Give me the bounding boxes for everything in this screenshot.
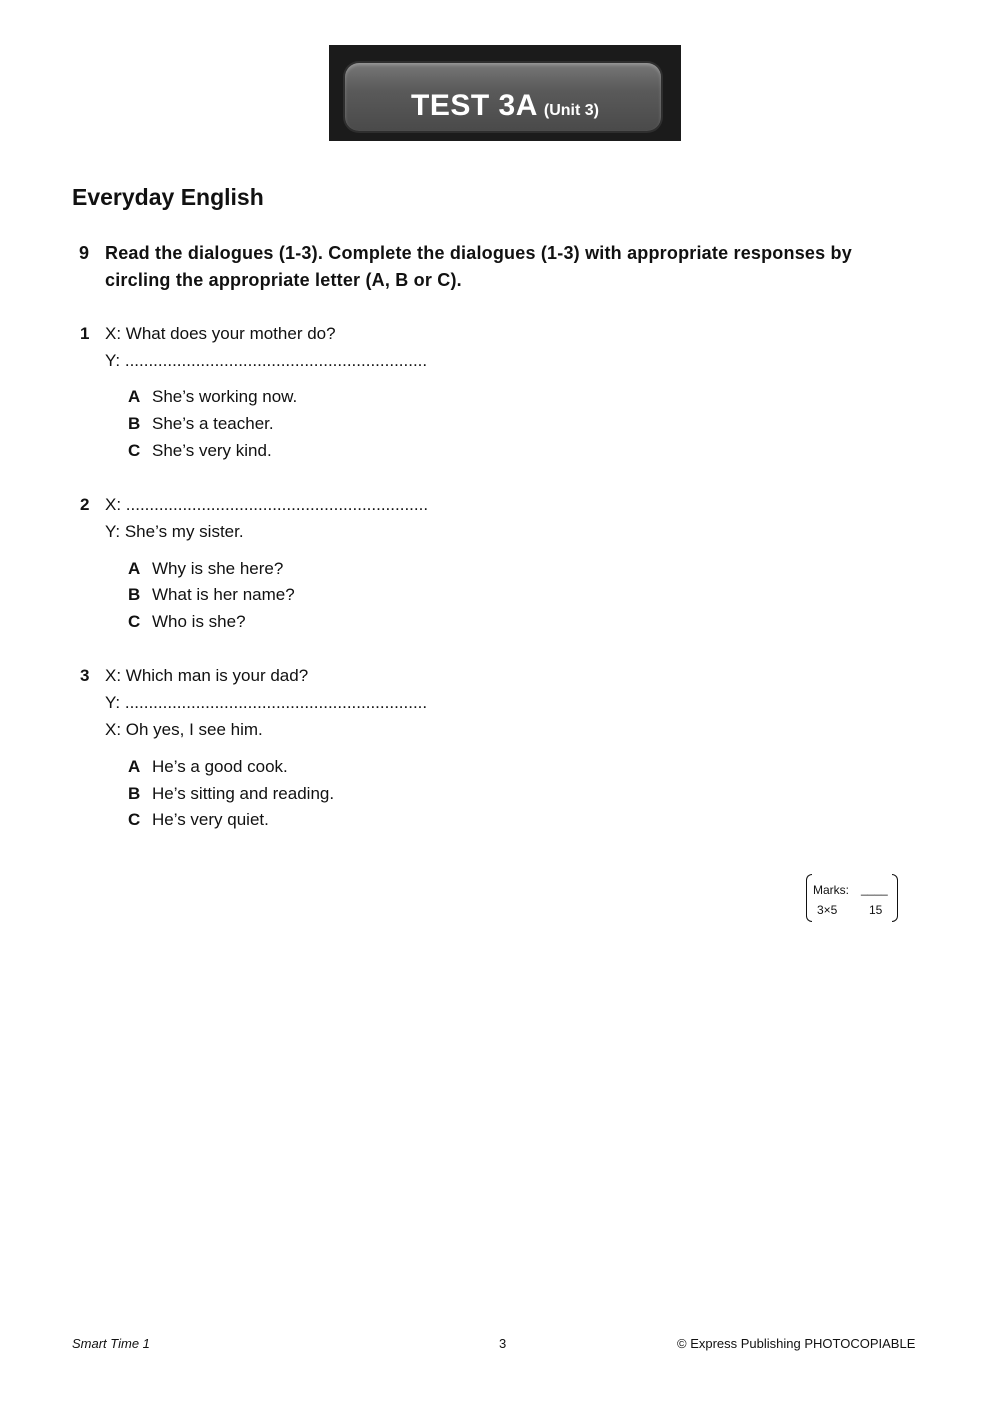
footer-copyright: © Express Publishing PHOTOCOPIABLE <box>677 1336 916 1351</box>
test-title-main: TEST 3A <box>411 89 538 122</box>
marks-box <box>806 874 898 924</box>
option-letter: B <box>128 585 141 604</box>
option-letter: C <box>128 612 141 631</box>
marks-score-blank[interactable]: ____ <box>861 882 888 896</box>
exercise-number: 9 <box>79 243 90 263</box>
option-letter: C <box>128 441 141 460</box>
dialogue-line: X: Oh yes, I see him. <box>105 720 263 739</box>
option-text: Who is she? <box>152 612 246 631</box>
option-c[interactable] <box>128 810 269 830</box>
dialogue-blank-line[interactable]: Y: ................................................................ <box>105 351 428 370</box>
option-b[interactable] <box>128 585 295 605</box>
option-a[interactable] <box>128 387 297 407</box>
option-letter: A <box>128 559 141 578</box>
option-text: She’s a teacher. <box>152 414 274 433</box>
marks-multiplier: 3×5 <box>817 903 838 917</box>
option-b[interactable] <box>128 414 274 434</box>
question-number: 1 <box>80 324 90 343</box>
option-a[interactable] <box>128 757 288 777</box>
test-title-unit: (Unit 3) <box>543 102 599 119</box>
question-number: 2 <box>80 495 90 514</box>
marks-total: 15 <box>869 903 883 917</box>
dialogue-line: Y: She’s my sister. <box>105 522 244 541</box>
option-text: She’s working now. <box>152 387 298 406</box>
option-text: He’s very quiet. <box>152 810 269 829</box>
footer-book-title: Smart Time 1 <box>72 1336 150 1351</box>
section-title: Everyday English <box>72 184 264 210</box>
test-header-banner <box>329 45 681 141</box>
marks-label: Marks: <box>813 883 849 897</box>
dialogue-blank-line[interactable]: X: ................................................................ <box>105 495 429 514</box>
marks-right-bracket <box>892 874 898 922</box>
option-text: She’s very kind. <box>152 441 272 460</box>
option-text: What is her name? <box>152 585 295 604</box>
marks-left-bracket <box>806 874 812 922</box>
dialogue-line: X: What does your mother do? <box>105 324 336 343</box>
option-c[interactable] <box>128 441 272 461</box>
dialogue-line: X: Which man is your dad? <box>105 666 309 685</box>
option-letter: B <box>128 784 141 803</box>
option-text: He’s a good cook. <box>152 757 288 776</box>
option-letter: C <box>128 810 141 829</box>
option-letter: A <box>128 387 141 406</box>
option-b[interactable] <box>128 784 334 804</box>
option-c[interactable] <box>128 612 246 632</box>
exercise-instructions: Read the dialogues (1-3). Complete the dialogues (1-3) with appropriate responses by circling the appropriate letter (A, B or C). <box>105 243 852 290</box>
option-text: Why is she here? <box>152 559 284 578</box>
option-letter: A <box>128 757 141 776</box>
question-number: 3 <box>80 666 90 685</box>
option-a[interactable] <box>128 559 283 579</box>
dialogue-blank-line[interactable]: Y: ................................................................ <box>105 693 428 712</box>
option-letter: B <box>128 414 141 433</box>
test-title <box>329 89 681 123</box>
footer-page-number: 3 <box>499 1336 507 1351</box>
option-text: He’s sitting and reading. <box>152 784 335 803</box>
